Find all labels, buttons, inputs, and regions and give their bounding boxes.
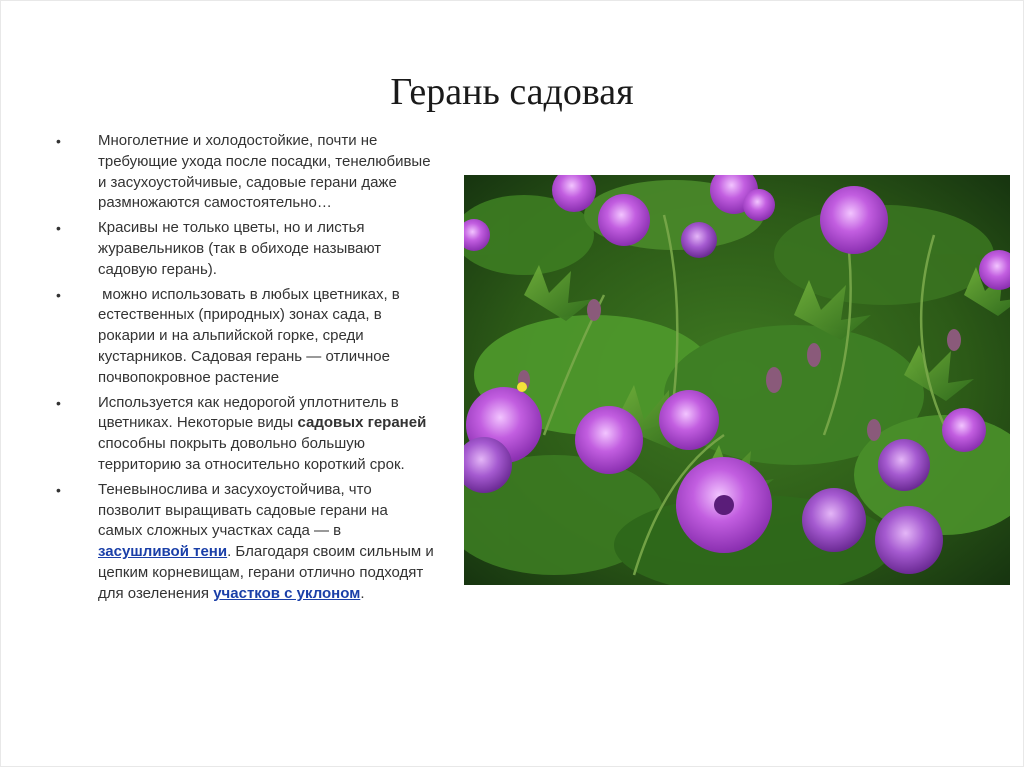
slide-title: Герань садовая bbox=[390, 71, 634, 113]
bullet-dot: • bbox=[56, 133, 61, 149]
bullet-text-after: . bbox=[360, 584, 365, 602]
bullet-text: Красивы не только цветы, но и листья журавельников (так в обиходе называют садовую герань). bbox=[98, 219, 382, 278]
bullet-text: можно использовать в любых цветниках, в естественных (природных) зонах сада, в рокарии и на альпийской горке, среди кустарников. Садовая герань — отличное почвопокровное растение bbox=[98, 285, 404, 386]
bullet-dot: • bbox=[56, 220, 61, 237]
bullet-item-5 bbox=[56, 480, 436, 605]
bullet-item-1 bbox=[56, 131, 436, 214]
bullet-dot: • bbox=[56, 286, 61, 303]
bullet-item-3 bbox=[56, 285, 436, 389]
link-dry-shade[interactable]: засушливой тени bbox=[98, 543, 228, 561]
bullet-list bbox=[56, 131, 436, 609]
bullet-dot: • bbox=[56, 481, 61, 498]
bullet-text-after: способны покрыть довольно большую территорию за относительно короткий срок. bbox=[98, 435, 405, 473]
bullet-text-middle: . Благодаря своим сильным и цепким корневищам, герани отлично подходят для озеленения bbox=[98, 543, 434, 602]
bullet-item-4 bbox=[56, 393, 436, 476]
bullet-text: Многолетние и холодостойкие, почти не требующие ухода после посадки, тенелюбивые и засухоустойчивые, садовые герани даже размножаются самостоятельно… bbox=[98, 132, 431, 212]
bullet-item-2 bbox=[56, 218, 436, 280]
link-slope-areas[interactable]: участков с уклоном bbox=[213, 584, 361, 602]
bullet-text-before: Теневынослива и засухоустойчива, что позволит выращивать садовые герани на самых сложных участках сада — в bbox=[98, 480, 388, 540]
bullet-text-before: Используется как недорогой уплотнитель в цветниках. Некоторые виды bbox=[98, 393, 399, 432]
bullet-dot: • bbox=[56, 394, 61, 411]
flower-illustration bbox=[464, 175, 1010, 585]
bullet-bold-term: садовых гераней bbox=[297, 414, 427, 432]
geranium-photo bbox=[464, 175, 1010, 585]
